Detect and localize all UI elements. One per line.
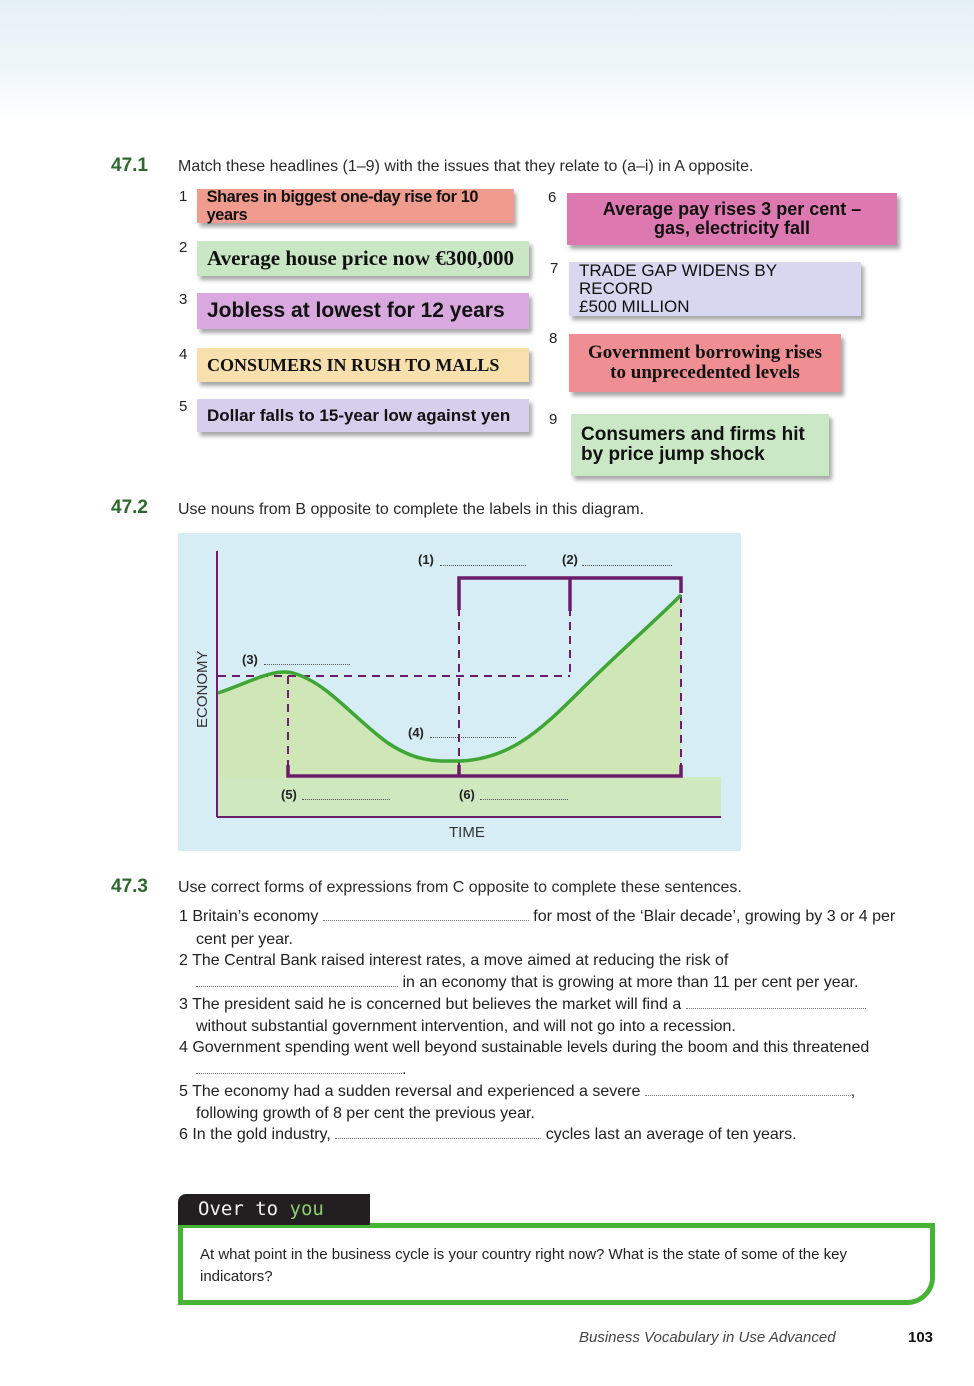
- answer-blank-6[interactable]: [480, 799, 568, 800]
- headline-8: [569, 334, 841, 392]
- headline-number: 5: [179, 398, 188, 415]
- over-to-you-text: At what point in the business cycle is your country right now? What is the state of some of the key indicators?: [200, 1246, 847, 1285]
- sentence-number: 1: [179, 908, 188, 925]
- over-to-you-tab: [178, 1194, 370, 1225]
- diagram-label-2: (2): [562, 552, 578, 567]
- headline-text: Consumers and firms hit: [581, 424, 805, 446]
- headline-text: CONSUMERS IN RUSH TO MALLS: [207, 354, 500, 375]
- headline-5: [197, 399, 529, 432]
- sentence-4-continued: [196, 1061, 406, 1079]
- headline-4: [197, 348, 529, 382]
- headline-text: gas, electricity fall: [653, 218, 811, 238]
- headline-text: £500 MILLION: [579, 296, 690, 316]
- sentence-text: .: [402, 1061, 407, 1078]
- diagram-label-1: (1): [418, 552, 434, 567]
- exercise-number: 47.3: [111, 876, 148, 897]
- headline-number: 2: [179, 239, 188, 256]
- sentence-2: [179, 952, 728, 970]
- sentence-2-continued: [196, 974, 858, 992]
- answer-blank[interactable]: [196, 1061, 402, 1074]
- sentence-4: [179, 1039, 869, 1057]
- sentence-5: [179, 1083, 855, 1101]
- y-axis-label: ECONOMY: [194, 650, 211, 728]
- sentence-3: [179, 996, 866, 1014]
- diagram-label-5: (5): [281, 787, 297, 802]
- exercise-instruction: Use correct forms of expressions from C opposite to complete these sentences.: [178, 879, 742, 896]
- sentence-text: Government spending went well beyond sustainable levels during the boom and this threatened: [192, 1039, 870, 1056]
- page-number: 103: [908, 1329, 934, 1346]
- answer-blank-1[interactable]: [440, 565, 526, 566]
- footer-book-title: Business Vocabulary in Use Advanced: [579, 1329, 836, 1346]
- sentence-number: 2: [179, 952, 188, 969]
- answer-blank[interactable]: [335, 1126, 541, 1139]
- exercise-instruction: Use nouns from B opposite to complete the labels in this diagram.: [178, 501, 645, 518]
- sentence-text: The Central Bank raised interest rates, a move aimed at reducing the risk of: [192, 952, 729, 969]
- exercise-instruction: Match these headlines (1–9) with the issues that they relate to (a–i) in A opposite.: [178, 158, 754, 175]
- answer-blank[interactable]: [323, 908, 529, 921]
- sentence-text: for most of the ‘Blair decade’, growing by 3 or 4 per: [533, 908, 896, 925]
- sentence-text: Britain’s economy: [192, 908, 319, 925]
- answer-blank[interactable]: [686, 996, 866, 1009]
- answer-blank[interactable]: [196, 974, 398, 987]
- exercise-number: 47.2: [111, 497, 148, 518]
- sentence-5-continued: following growth of 8 per cent the previous year.: [196, 1105, 535, 1122]
- sentence-text: The economy had a sudden reversal and experienced a severe: [192, 1083, 641, 1100]
- headline-text: Shares in biggest one-day rise for 10 years: [206, 187, 479, 224]
- headline-3: [197, 293, 529, 329]
- headline-number: 1: [179, 188, 188, 205]
- sentence-number: 4: [179, 1039, 188, 1056]
- diagram-label-3: (3): [242, 652, 258, 667]
- headline-number: 4: [179, 346, 188, 363]
- headline-text: Average house price now €300,000: [207, 246, 514, 271]
- over-to-you-title: Over to: [198, 1198, 279, 1220]
- headline-text: Dollar falls to 15-year low against yen: [207, 405, 511, 425]
- answer-blank-3[interactable]: [264, 664, 350, 665]
- answer-blank-2[interactable]: [582, 565, 672, 566]
- sentence-text: The president said he is concerned but believes the market will find a: [192, 996, 682, 1013]
- headline-6: [567, 193, 897, 245]
- business-cycle-diagram: [178, 533, 741, 851]
- headline-text: Jobless at lowest for 12 years: [207, 298, 505, 322]
- sentence-6: [179, 1126, 797, 1144]
- headline-7: [569, 262, 861, 316]
- sentence-number: 5: [179, 1083, 188, 1100]
- headline-2: [197, 241, 529, 276]
- sentence-text: ,: [850, 1083, 856, 1100]
- headline-text: to unprecedented levels: [610, 362, 800, 383]
- headline-text: Government borrowing rises: [588, 342, 822, 364]
- headline-text: by price jump shock: [581, 444, 765, 465]
- headline-number: 6: [548, 189, 557, 206]
- headline-text: TRADE GAP WIDENS BY RECORD: [579, 261, 777, 299]
- over-to-you-box: [178, 1223, 935, 1305]
- headline-1: [197, 189, 514, 223]
- diagram-svg: [178, 533, 741, 851]
- headline-9: [571, 414, 829, 476]
- headline-number: 7: [550, 260, 559, 277]
- answer-blank-5[interactable]: [302, 799, 390, 800]
- exercise-number: 47.1: [111, 155, 148, 176]
- answer-blank-4[interactable]: [430, 737, 516, 738]
- sentence-1: [179, 908, 895, 926]
- headline-text: Average pay rises 3 per cent –: [602, 199, 862, 220]
- page-top-band: [0, 0, 974, 120]
- headline-number: 9: [549, 411, 558, 428]
- x-axis-label: TIME: [449, 824, 485, 841]
- sentence-text: cycles last an average of ten years.: [545, 1126, 797, 1143]
- headline-number: 8: [549, 330, 558, 347]
- sentence-number: 3: [179, 996, 188, 1013]
- over-to-you-title-accent: you: [289, 1198, 324, 1220]
- headline-number: 3: [179, 291, 188, 308]
- sentence-number: 6: [179, 1126, 188, 1143]
- sentence-3-continued: without substantial government intervention, and will not go into a recession.: [196, 1018, 736, 1035]
- diagram-label-6: (6): [459, 787, 475, 802]
- sentence-1-continued: cent per year.: [196, 931, 293, 948]
- sentence-text: in an economy that is growing at more than 11 per cent per year.: [402, 974, 859, 991]
- answer-blank[interactable]: [645, 1083, 851, 1096]
- diagram-label-4: (4): [408, 725, 424, 740]
- sentence-text: In the gold industry,: [192, 1126, 331, 1143]
